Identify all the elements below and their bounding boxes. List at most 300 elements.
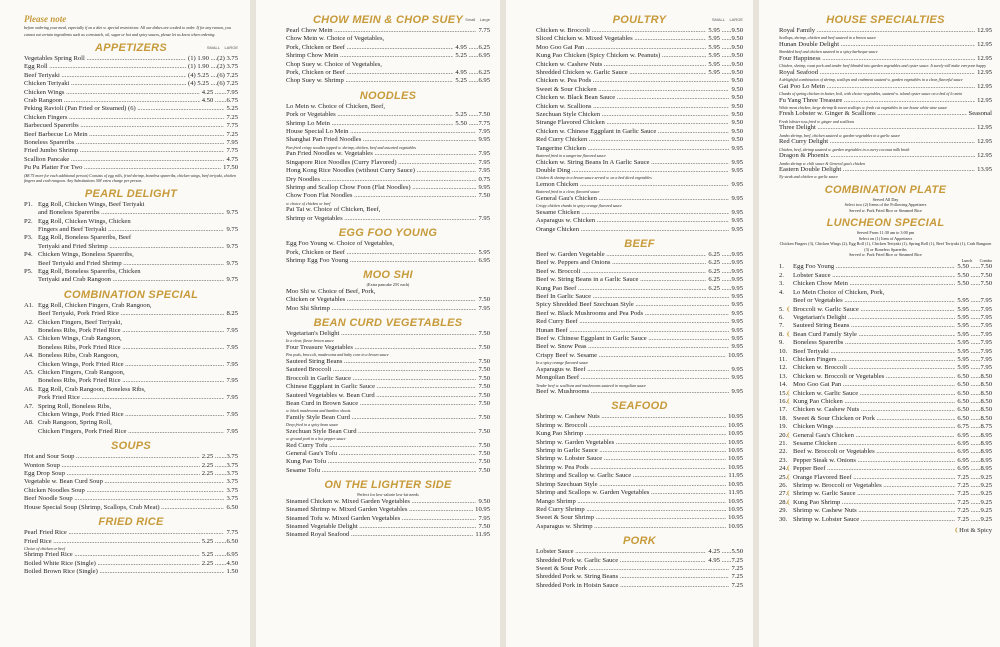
item-number: A8. [24,419,34,427]
item-name [536,86,729,94]
item-price: 12.95 [977,68,992,76]
item-name-text: Crab Rangoon [24,97,63,105]
section-title-pearl-delight: PEARL DELIGHT [84,187,178,200]
menu-item [286,392,490,400]
item-name-text: Boiled White Rice (Single) [24,559,96,567]
item-name [286,375,476,383]
house-specialties-list [779,27,992,180]
item-number: A6. [24,385,34,393]
menu-item [536,388,743,396]
menu-item [536,455,743,463]
item-name-text: Chicken w. Chinese Eggplant in Garlic Sauce [536,127,657,135]
menu-item [286,184,490,192]
item-name-text: Shrimp w. Garlic Sauce [793,490,856,498]
item-name-text: Chicken Teriyaki [24,80,70,88]
item-name-text: Shrimp w. Pea Pods [536,463,589,471]
item-name-text: Shrimp and Scallop w. Garlic Sauce [536,472,632,480]
menu-item [286,111,490,119]
item-price: 9.95 [731,343,743,351]
item-price: 5.95 ......9.50 [708,69,743,77]
menu-item [24,377,238,385]
item-price: 9.50 [731,111,743,119]
item-price: 5.95 ......7.95 [957,355,992,363]
item-price: 7.75 [478,27,490,34]
hot-pepper-icon: ❨ [786,499,792,506]
menu-item [24,487,238,495]
item-name [779,356,955,364]
item-name-text: Shrimp Lo Mein [286,119,330,127]
item-name [536,285,706,293]
item-price: 2.25 .......3.75 [201,470,238,478]
menu-item [779,331,992,339]
item-name [779,490,955,498]
item-name [286,184,476,192]
item-price: 5.50 ......7.50 [957,280,992,288]
item-name [536,209,729,217]
item-number: 27. [779,490,788,498]
lighter-side-note: Perfect for low-calorie low-fat needs [357,492,419,498]
item-name-text: Sweet & Sour Chicken or Pork [793,414,875,422]
menu-item [536,52,743,60]
item-name-text: Pork, Chicken or Beef [286,43,345,51]
item-name-text: Sauteed String Beans [286,357,343,365]
item-name-text: Pork Fried Rice [38,394,80,402]
menu-item-line [24,403,238,411]
item-price: 6.25 ......9.95 [708,250,743,258]
menu-item-line [286,240,490,248]
item-name [536,195,729,203]
item-name-text: Teriyaki and Fried Shrimp [38,242,108,250]
item-name [536,77,729,85]
hot-spicy-legend: ❨Hot & Spicy [954,527,992,535]
item-price: 9.75 [226,225,238,233]
item-name-text: Shrimp or Vegetables [286,214,343,222]
menu-item [536,352,743,360]
item-name [779,166,975,174]
item-name [779,69,975,77]
item-name [24,122,224,130]
item-name [286,330,476,338]
item-number: 23. [779,456,788,464]
menu-item [536,209,743,217]
item-number: 12. [779,364,788,372]
item-name [536,489,726,497]
menu-item [24,139,238,147]
item-price: 7.50 [478,296,490,304]
item-name [536,276,706,284]
menu-item [536,464,743,472]
item-name [24,478,224,486]
item-description: Pan fried crispy noodles topped w. shrimp, chicken, beef and assorted vegetables [286,144,416,150]
item-name [24,361,224,369]
menu-item [536,472,743,480]
item-name-text: Red Curry Delight [779,138,829,146]
hot-pepper-icon: ❨ [786,306,792,313]
item-price: 5.95 ......7.95 [957,322,992,330]
item-name [779,297,955,305]
item-description: Chunks of spring chicken in batter, boil, with choice vegetables, sauteed w. island oyster sauce on a bed of lo mein [779,91,963,97]
menu-item [24,55,238,63]
item-name [24,369,125,377]
item-name [536,335,729,343]
item-name-text: Fingers and Beef Teriyaki [38,225,107,233]
item-name-text: Shrimp w. Broccoli [536,421,588,429]
menu-item [24,164,238,172]
section-title-seafood: SEAFOOD [611,400,668,413]
item-name-text: Beef or Vegetables [793,297,843,305]
item-price: 9.95 [731,167,743,174]
item-price: 10.95 [728,430,743,438]
item-name-text: Chicken w. Black Bean Sauce [536,94,616,102]
menu-item [24,105,238,113]
item-name-text: Asparagus w. Beef [536,365,586,373]
item-name [779,364,955,372]
item-price: 6.95 ......8.95 [957,440,992,447]
item-name-text: Tangerine Chicken [536,144,586,152]
item-price: 7.95 [226,326,238,334]
item-price: 7.95 [226,427,238,435]
item-name [536,422,726,430]
item-number: 5. [779,305,784,313]
menu-item [779,263,992,271]
item-name-text: Steamed Vegetable Delight [286,522,358,530]
item-price: 9.50 [478,497,490,505]
item-price: 6.95 ......8.95 [957,456,992,464]
item-name-text: Beef Teriyaki and Fried Shrimp [38,259,122,267]
item-name [779,423,955,431]
section-title-bean-curd: BEAN CURD VEGETABLES [313,317,463,330]
item-price: 9.75 [226,259,238,267]
item-description: Battered fried in a tangerine flavored sauce [536,153,606,159]
item-name [286,249,476,257]
menu-item [779,390,992,398]
item-price: 8.25 [226,310,238,318]
item-name-text: Chicken Fingers, Crab Rangoon, [38,369,125,376]
section-title-beef: BEEF [624,237,655,250]
item-name-text: Steamed Chicken w. Mixed Garden Vegetables [286,497,410,505]
item-name [536,366,729,374]
item-price: 12.95 [977,124,992,132]
item-name-text: Boneless Ribs, Pork Fried Rice [38,377,121,385]
item-name-text: Crab Rangoon, Spring Roll, [38,419,112,427]
item-price: 4.95 ......7.25 [708,556,743,564]
note-title: Please note [24,14,67,24]
section-title-fried-rice: FRIED RICE [98,516,164,529]
section-title-pork: PORK [623,535,656,548]
item-price: 6.25 ......9.95 [708,284,743,292]
item-price: 4.95 ......6.25 [455,69,490,77]
menu-item [779,83,992,91]
item-price: 12.95 [977,82,992,90]
item-price: 5.95 ......9.50 [708,35,743,43]
item-price: 9.95 [731,158,743,166]
item-name [286,257,476,265]
item-name-text: Moo Goo Gai Pan [793,381,842,389]
item-price: 7.50 [478,522,490,530]
chow-mein-list [286,27,490,86]
item-name-text: Beef Noodle Soup [24,495,73,503]
item-name [536,472,726,480]
item-name [536,481,726,489]
item-price: 9.50 [731,94,743,102]
seafood-list [536,413,743,531]
item-name [24,344,224,352]
item-price: 7.95 [226,411,238,419]
item-name [536,226,729,234]
item-price: 10.95 [728,438,743,446]
item-name [24,470,200,478]
item-name-text: Mongolian Beef [536,374,580,382]
menu-item [536,343,743,351]
item-name [536,430,726,438]
item-price: 5.50 ......7.50 [957,271,992,279]
menu-item [24,361,238,369]
item-name [779,457,955,465]
noodles-list [286,103,490,223]
item-price: 3.75 [226,495,238,503]
menu-item [536,44,743,52]
item-name-text: Chicken Wings, Pork Fried Rice [38,411,124,419]
menu-item-line [24,335,238,343]
item-number: P5. [24,267,33,275]
item-name-text: Beef w. Broccoli [536,267,581,275]
menu-item [779,124,992,132]
menu-item [779,27,992,35]
item-name-text: Chicken Wings, Pork Fried Rice [38,360,124,368]
menu-item [779,415,992,423]
item-number: 16. [779,397,788,405]
item-name [779,97,975,105]
item-number: 14. [779,381,788,389]
section-title-soups: SOUPS [110,440,151,453]
menu-item [286,428,490,436]
menu-item [286,159,490,167]
pork-list [536,548,743,590]
item-name-text: Teriyaki and Crab Rangoon [38,276,111,284]
menu-item [286,150,490,158]
item-number: P4. [24,251,33,259]
item-name-text: Moo Shi w. Choice of Beef, Pork, [286,287,376,295]
item-description: Tender beef w. scallions and mushrooms sauteed in mongolian sauce [536,382,647,388]
item-name-text: Shrimp and Scallops w. Garden Vegetables [536,489,650,497]
item-number: 4. [779,288,784,296]
item-name-text: Boiled Brown Rice (Single) [24,568,98,576]
item-name-text: General Gau's Chicken [793,431,854,439]
item-name [24,327,224,335]
item-name [779,331,955,339]
item-price: 7.25 [731,573,743,581]
item-name [24,377,224,385]
item-name [286,515,476,523]
item-name-text: Steamed Tofu w. Mixed Garden Vegetables [286,514,401,522]
moo-shi-note: (Extra pancake 25¢ each) [366,282,410,288]
item-name-text: Hong Kong Rice Noodles (without Curry Sauce) [286,167,415,175]
item-name [536,35,706,43]
item-price: 9.95 [731,326,743,334]
item-name [779,124,975,132]
menu-item [286,136,490,144]
item-name-text: Dry Noodles [286,175,320,183]
item-price: 6.25 ......9.95 [708,276,743,284]
item-name [24,114,224,122]
item-price: 5.95 ......7.95 [957,330,992,338]
item-name [536,27,706,35]
item-price: 9.95 [731,194,743,202]
item-name [779,440,955,448]
item-name-text: Kung Pao Chicken [793,397,843,405]
item-name-text: Spring Roll, Boneless Ribs, [38,402,112,410]
item-price: 6.95 [478,256,490,264]
menu-item [536,447,743,455]
menu-item-line [24,302,238,310]
item-price: 9.95 [731,180,743,188]
item-price: 7.95 [478,150,490,158]
item-name [24,504,224,512]
item-description: White meat chicken, large shrimp & sweet scallops w. fresh cut vegetables in our house white wine sauce [779,104,948,110]
item-price: 7.25 ......9.25 [957,507,992,515]
item-name [286,120,453,128]
item-price: 9.95 [731,365,743,373]
menu-item-line [24,201,238,209]
item-name [24,276,224,284]
item-price: 4.75 [226,155,238,163]
item-name-text: Sweet & Sour Chicken [536,85,597,93]
item-name-text: Chicken Noodles Soup [24,486,85,494]
item-number: P3. [24,234,33,242]
item-name [286,523,476,531]
item-price: 7.50 [478,466,490,474]
luncheon-list [779,263,992,524]
menu-item [779,457,992,465]
item-name-text: Chicken w. Cashew Nuts [793,406,860,414]
item-number: 3. [779,280,784,288]
menu-item [779,41,992,49]
item-name-text: Boneless Ribs, Pork Fried Rice [38,343,121,351]
item-price: 5.95 ......7.95 [957,364,992,372]
menu-item [286,442,490,450]
item-price: 5.25 [226,105,238,113]
section-title-luncheon-special: LUNCHEON SPECIAL [826,217,945,230]
item-name-text: Shrimp Fried Rice [24,551,73,559]
menu-item [24,97,238,105]
menu-item [536,430,743,438]
menu-item [536,506,743,514]
item-price: 9.95 [731,292,743,300]
menu-item-line [286,206,490,214]
item-name-text: Vegetables Spring Roll [24,55,85,62]
item-price: 5.95 ......7.95 [957,313,992,321]
item-name [779,110,967,118]
item-number: 18. [779,414,788,422]
item-name [24,419,112,427]
item-name-text: Lo Mein Choice of Chicken, Pork, [793,288,885,296]
item-name [536,573,729,581]
item-name-text: Fu Yang Three Treasure [779,96,843,104]
item-name-text: Egg Roll, Chicken Wings, Beef Teriyaki [38,200,145,208]
item-name [286,27,476,35]
menu-item [536,35,743,43]
item-name [24,156,224,164]
item-name [24,551,200,559]
item-name [536,44,706,52]
menu-item [24,327,238,335]
soups-list [24,453,238,512]
item-name [24,201,145,209]
item-name [24,310,224,318]
item-name [779,152,975,160]
menu-item-line [24,234,238,242]
item-name-text: Lobster Sauce [793,271,831,279]
item-name-text: Sauteed Vegetables w. Bean Curd [286,391,375,399]
item-name [536,388,729,396]
item-name [286,498,476,506]
item-name-text: Boneless Ribs, Pork Fried Rice [38,326,121,334]
item-price: 5.25 .......6.95 [201,551,238,559]
item-number: 21. [779,440,788,447]
item-price: 7.95 [226,394,238,402]
menu-item [536,103,743,111]
menu-item [779,322,992,330]
item-name [536,251,706,259]
item-description: A delightful combination of shrimp, scallops and crabmeat sauteed w. garden vegetables in a clear, flavorful sauce [779,77,963,83]
menu-item [536,259,743,267]
item-name-text: Family Style Bean Curd [286,413,350,421]
item-name [779,507,955,515]
item-name [779,398,955,406]
menu-item [779,482,992,490]
item-name-text: Shredded Pork w. Garlic Sauce [536,556,619,564]
item-name-text: Boneless Ribs, Crab Rangoon, [38,352,119,360]
menu-item [536,310,743,318]
item-name [536,111,729,119]
item-name [536,455,726,463]
menu-item [536,582,743,590]
menu-item [779,406,992,414]
item-name-text: General Gau's Chicken [536,194,597,202]
item-name-text: General Gau's Tofu [286,450,338,458]
item-price: 5.50 ......7.75 [455,119,490,127]
item-description: Jumbo shrimp w. chili sauce & General gau's chicken [779,160,866,166]
item-name-text: Red Curry Shrimp [536,505,585,513]
item-name [286,215,476,223]
menu-item [536,514,743,522]
item-price: 7.95 [478,514,490,522]
beef-list [536,251,743,397]
item-price: 11.95 [728,472,743,480]
item-price: 9.95 [731,374,743,382]
luncheon-columns: Lunch Combo [961,257,992,263]
menu-panel-2 [256,0,500,647]
item-name [536,136,729,144]
item-description: Chicken & shrimp in a brown sauce served w. on a bed diced vegetables [536,175,652,181]
menu-item [779,69,992,77]
item-name-text: Dragon & Phoenix [779,152,829,160]
item-name-text: Pan Fried Noodles w. Vegetables [286,150,373,158]
item-name-text: Beef Teriyaki, Pork Fried Rice [38,310,119,318]
item-name-text: Egg Roll, Boneless Spareribs, Beef [38,234,132,242]
item-name [536,327,729,335]
item-name [24,139,224,147]
menu-item [779,474,992,482]
item-name-text: Hot and Sour Soup [24,453,75,461]
item-price: 7.95 [478,128,490,136]
item-price: 6.50 ......8.50 [957,406,992,414]
note-text: before ordering your meal, especially if on a diet w. special restrictions: All our dishes are cooked to order. If for any reason, you cannot eat certain ingredients such as cornstarch, oil, sugar or hot and spicy sauces, please let us know when ordering. [24,25,231,37]
item-name [536,159,729,167]
item-name-text: Singapore Rice Noodles (Curry Flavored) [286,158,397,166]
item-name-text: Shrimp w. Lobster Sauce [536,455,603,463]
item-name-text: Lemon Chicken [536,180,579,188]
